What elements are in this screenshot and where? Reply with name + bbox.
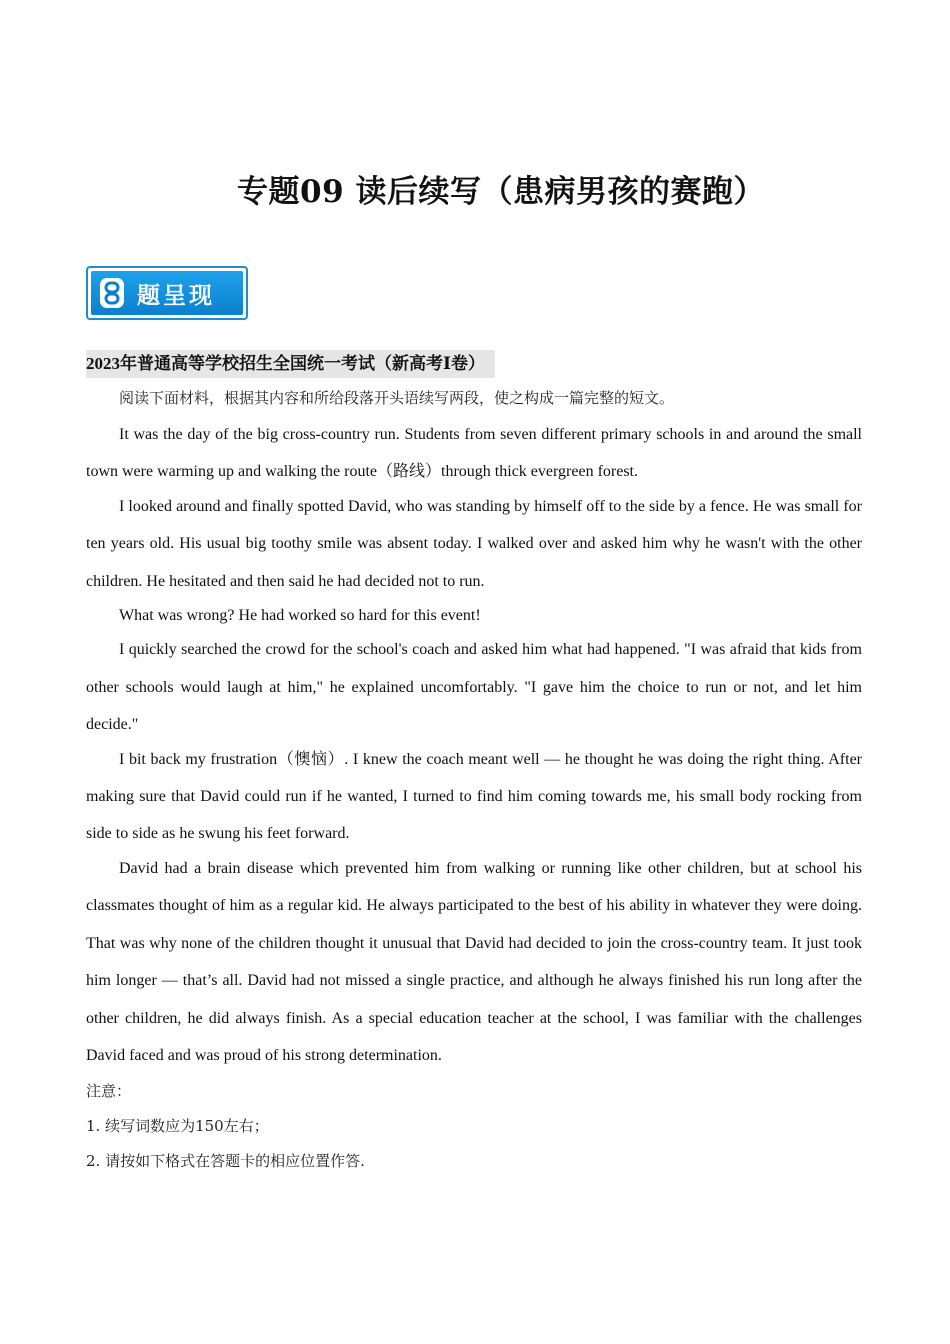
badge-label: 题呈现 — [137, 282, 215, 309]
story-paragraph: I looked around and finally spotted David, who was standing by himself off to the side by a fence. He was small for ten years old. His usual big toothy smile was absent today. I walked over and asked him why he wasn't with the other children. He hesitated and then said he had decided not to run. — [86, 497, 862, 590]
story-text — [86, 416, 862, 1074]
exam-heading: 2023年普通高等学校招生全国统一考试（新高考Ⅰ卷） — [86, 350, 495, 378]
notes-section — [86, 1074, 862, 1179]
notes-item: 1. 续写词数应为150左右； — [86, 1117, 269, 1136]
link-icon — [97, 276, 127, 310]
page-title: 专题09 读后续写（患病男孩的赛跑） — [237, 174, 765, 210]
instruction-text: 阅读下面材料，根据其内容和所给段落开头语续写两段，使之构成一篇完整的短文。 — [119, 389, 675, 407]
section-badge — [86, 266, 248, 320]
story-paragraph: What was wrong? He had worked so hard for this event! — [119, 607, 481, 625]
story-paragraph: I quickly searched the crowd for the school's coach and asked him what had happened. "I was afraid that kids from other schools would laugh at him," he explained uncomfortably. "I gave him the choice to run or not, and let him decide." — [86, 641, 862, 734]
notes-heading: 注意： — [86, 1082, 132, 1101]
story-paragraph: David had a brain disease which prevented him from walking or running like other children, but at school his classmates thought of him as a regular kid. He always participated to the best of his ability in whatever they were doing. That was why none of the children thought it unusual that David had decided to join the cross-country team. It just took him longer — that’s all. David had not missed a single practice, and although he always finished his run long after the other children, he did always finish. As a special education teacher at the school, I was familiar with the challenges David faced and was proud of his strong determination. — [86, 859, 862, 1064]
document-body — [86, 350, 862, 1179]
story-paragraph: I bit back my frustration（懊恼）. I knew the coach meant well — he thought he was doing the right thing. After making sure that David could run if he wanted, I turned to find him coming towards me, his small body rocking from side to side as he swung his feet forward. — [86, 750, 862, 843]
story-paragraph: It was the day of the big cross-country run. Students from seven different primary schools in and around the small town were warming up and walking the route（路线）through thick evergreen forest. — [86, 426, 862, 481]
notes-item: 2. 请按如下格式在答题卡的相应位置作答. — [86, 1152, 365, 1171]
badge-background — [91, 271, 243, 315]
